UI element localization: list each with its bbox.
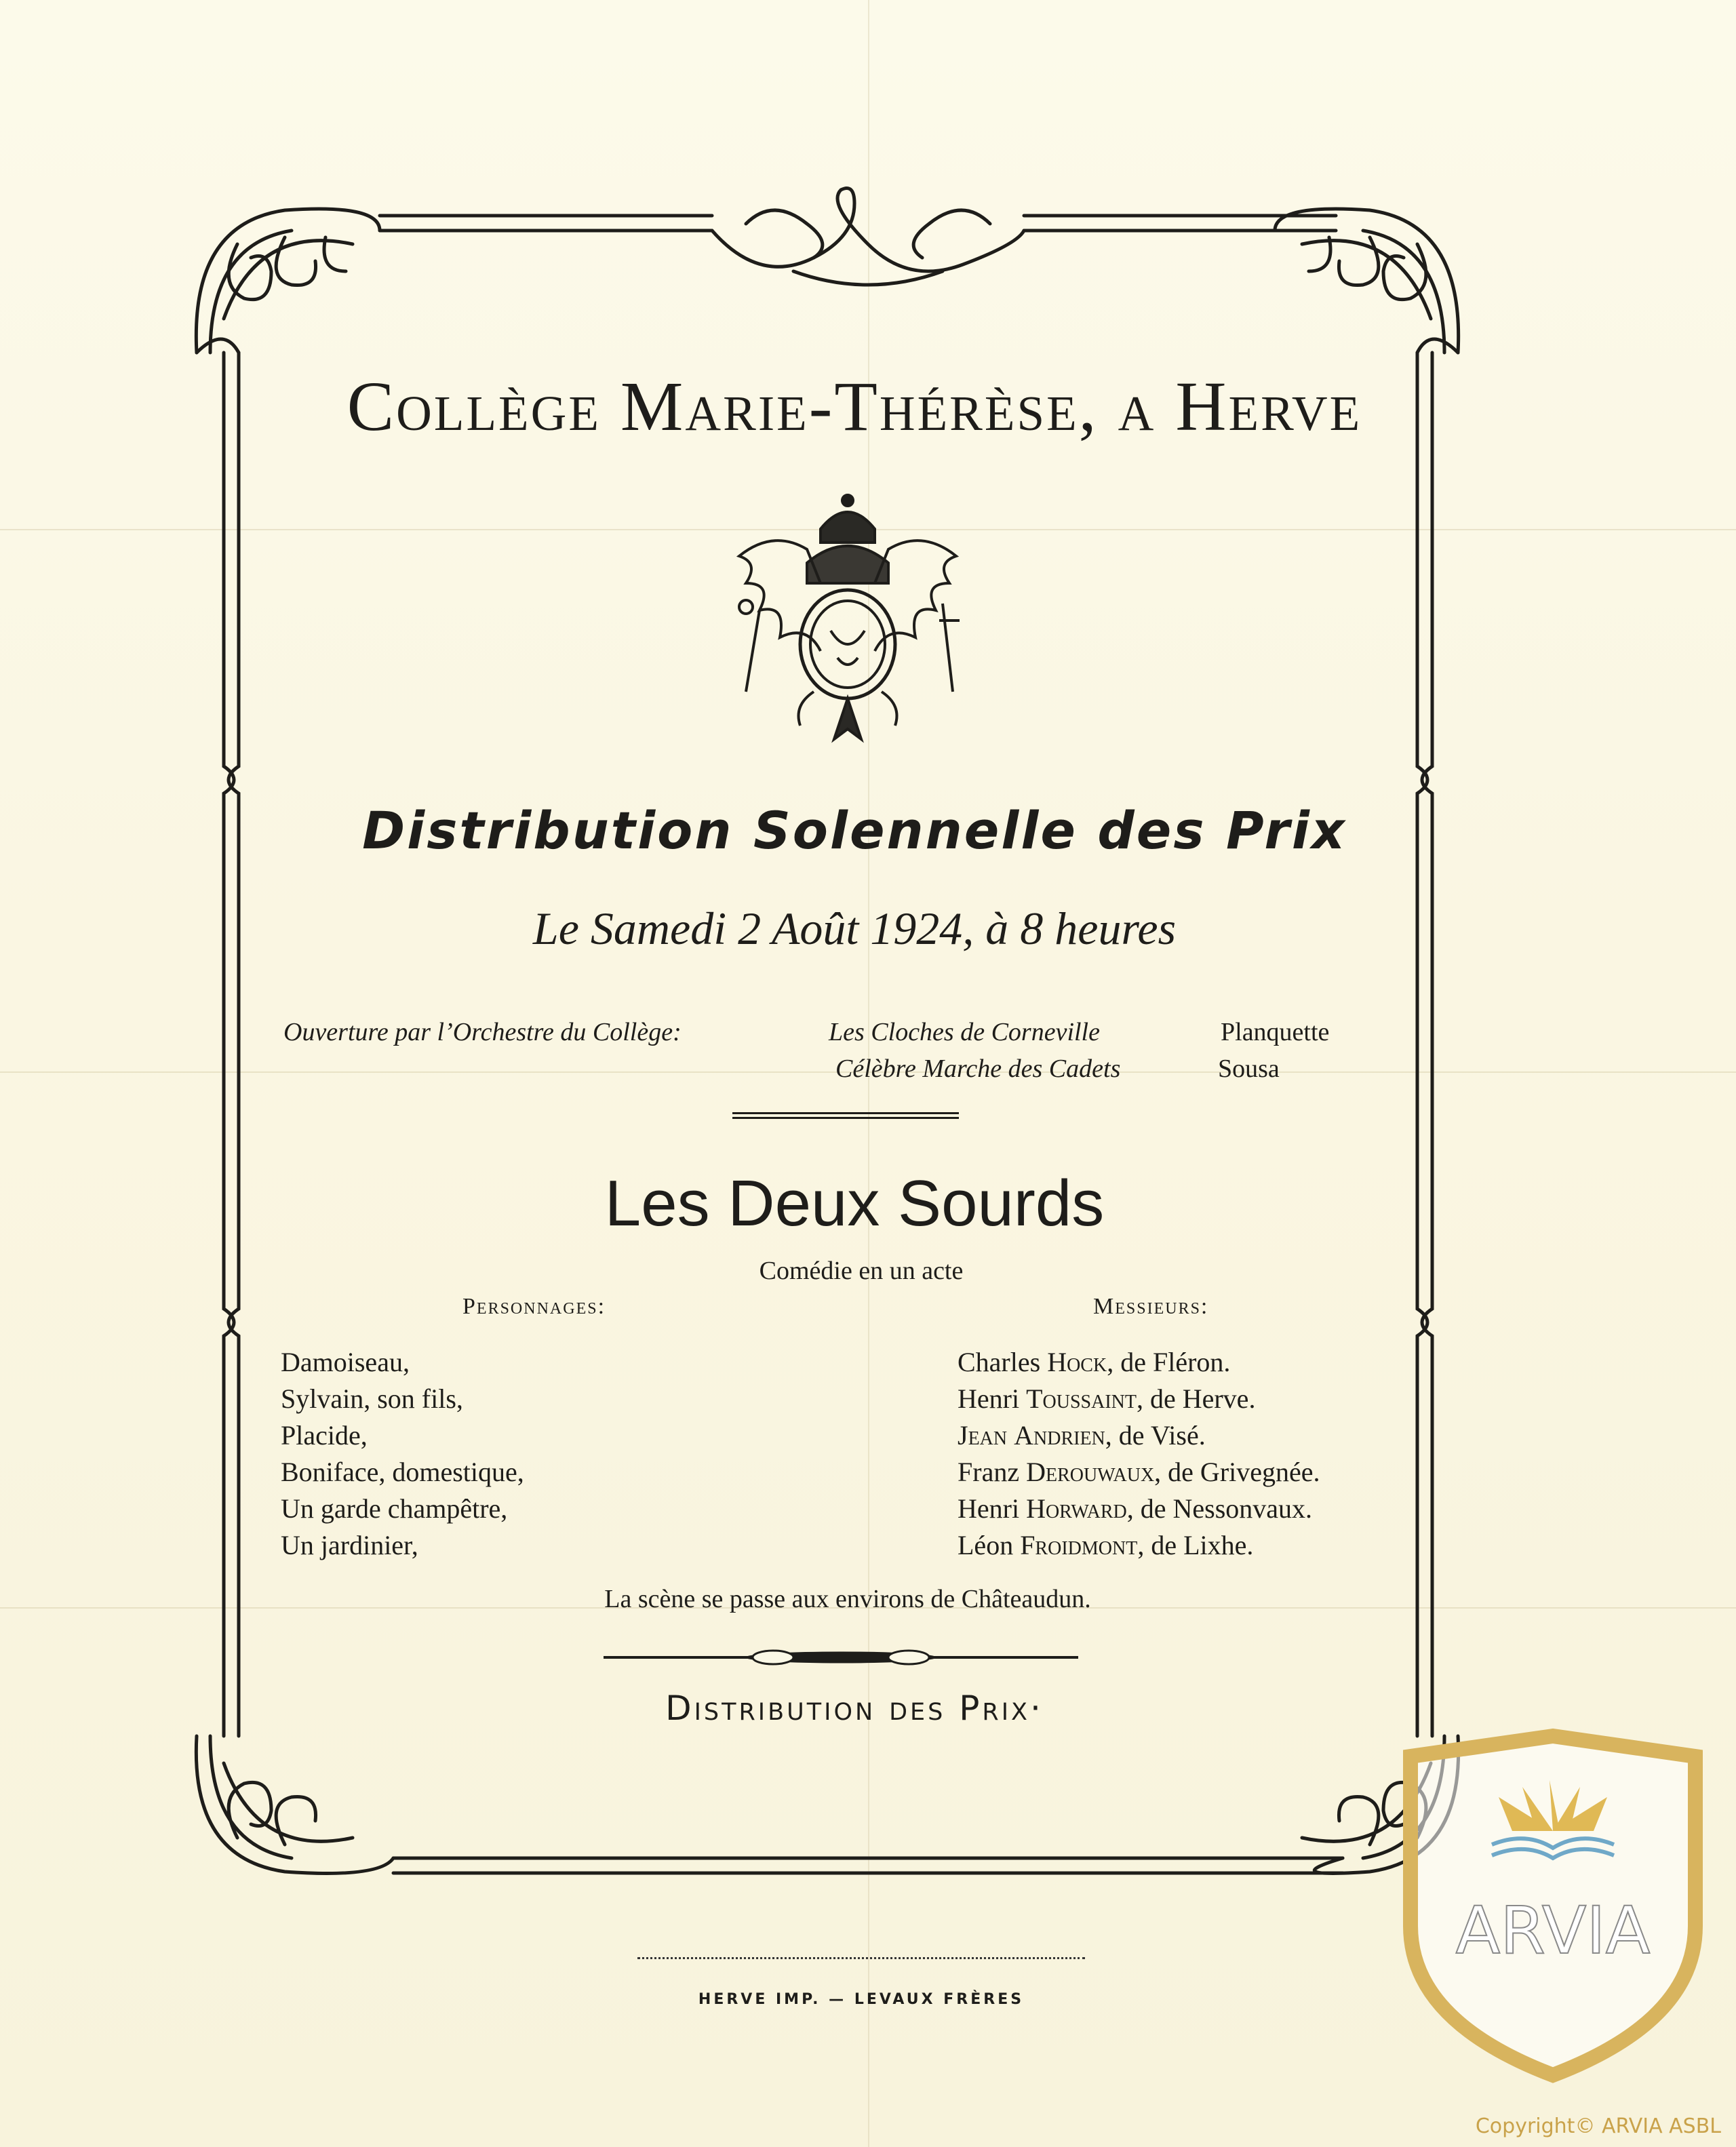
arvia-logo-text: ARVIA	[1455, 1893, 1651, 1969]
characters-heading: Personnages:	[462, 1294, 606, 1319]
actor-entry: Henri Toussaint, de Herve.	[958, 1383, 1256, 1414]
event-title: Distribution Solennelle des Prix	[362, 800, 1347, 861]
play-title: Les Deux Sourds	[604, 1167, 1105, 1240]
role-name: Damoiseau,	[281, 1347, 410, 1377]
event-date: Le Samedi 2 Août 1924, à 8 heures	[532, 903, 1177, 954]
actor-entry: Jean Andrien, de Visé.	[958, 1420, 1206, 1451]
actors-heading: Messieurs:	[1093, 1294, 1209, 1319]
coat-of-arms-crest	[719, 488, 976, 760]
role-name: Placide,	[281, 1420, 368, 1451]
role-name: Sylvain, son fils,	[281, 1383, 463, 1414]
actor-entry: Franz Derouwaux, de Grivegnée.	[958, 1457, 1320, 1487]
overture-label: Ouverture par l’Orchestre du Collège:	[283, 1018, 682, 1046]
double-rule-divider	[732, 1112, 959, 1119]
ornamental-divider	[604, 1649, 1078, 1666]
play-subtitle: Comédie en un acte	[759, 1257, 964, 1285]
printer-imprint: HERVE IMP. — LEVAUX FRÈRES	[698, 1991, 1025, 2008]
arvia-logo-shield	[1397, 1722, 1709, 2089]
actor-entry: Charles Hock, de Fléron.	[958, 1347, 1231, 1377]
overture-piece-composer: Planquette	[1221, 1018, 1330, 1046]
distribution-heading: Distribution des Prix·	[665, 1689, 1044, 1728]
scene-setting: La scène se passe aux environs de Châteaudun.	[604, 1585, 1091, 1613]
role-list	[281, 1344, 524, 1564]
role-name: Un jardinier,	[281, 1530, 418, 1560]
overture-piece-composer: Sousa	[1218, 1055, 1280, 1083]
copyright-notice: Copyright© ARVIA ASBL	[1475, 2114, 1721, 2138]
college-title: Collège Marie-Thérèse, a Herve	[347, 368, 1362, 446]
actor-list	[958, 1344, 1320, 1564]
dotted-rule	[637, 1957, 1085, 1959]
actor-entry: Henri Horward, de Nessonvaux.	[958, 1493, 1313, 1524]
overture-piece-title: Célèbre Marche des Cadets	[835, 1055, 1121, 1083]
role-name: Un garde champêtre,	[281, 1493, 508, 1524]
role-name: Boniface, domestique,	[281, 1457, 524, 1487]
overture-piece-title: Les Cloches de Corneville	[829, 1018, 1100, 1046]
actor-entry: Léon Froidmont, de Lixhe.	[958, 1530, 1254, 1560]
